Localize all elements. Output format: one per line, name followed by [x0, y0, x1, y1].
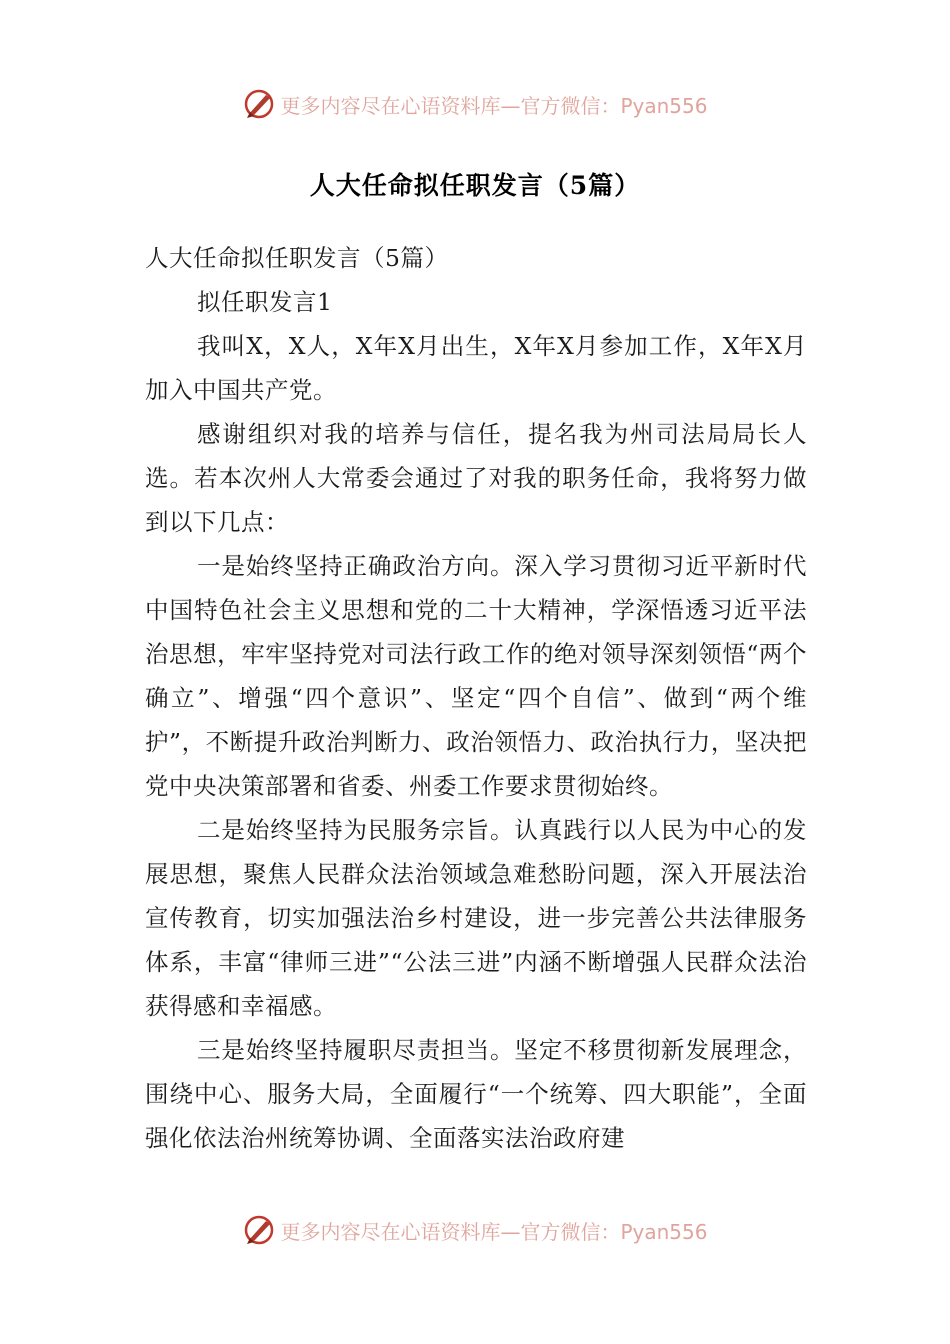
watermark-banner-bottom — [0, 1210, 950, 1250]
pen-circle-logo-icon — [242, 87, 276, 121]
body-paragraph: 感谢组织对我的培养与信任，提名我为州司法局局长人选。若本次州人大常委会通过了对我的职务任命，我将努力做到以下几点： — [145, 420, 807, 536]
body-paragraph: 一是始终坚持正确政治方向。深入学习贯彻习近平新时代中国特色社会主义思想和党的二十大精神，学深悟透习近平法治思想，牢牢坚持党对司法行政工作的绝对领导深刻领悟“两个确立”、增强“四个意识”、坚定“四个自信”、做到“两个维护”，不断提升政治判断力、政治领悟力、政治执行力，坚决把党中央决策部署和省委、州委工作要求贯彻始终。 — [145, 552, 807, 800]
body-paragraph: 人大任命拟任职发言（5篇） — [145, 244, 449, 272]
pen-circle-logo-icon — [242, 1213, 276, 1247]
body-paragraph: 二是始终坚持为民服务宗旨。认真践行以人民为中心的发展思想，聚焦人民群众法治领域急难愁盼问题，深入开展法治宣传教育，切实加强法治乡村建设，进一步完善公共法律服务体系，丰富“律师三进”“公法三进”内涵不断增强人民群众法治获得感和幸福感。 — [145, 816, 807, 1020]
document-body — [145, 236, 807, 1160]
body-paragraph: 三是始终坚持履职尽责担当。坚定不移贯彻新发展理念，围绕中心、服务大局，全面履行“一个统筹、四大职能”，全面强化依法治州统筹协调、全面落实法治政府建 — [145, 1036, 807, 1152]
section-heading: 拟任职发言1 — [197, 288, 333, 316]
body-paragraph: 我叫X，X人，X年X月出生，X年X月参加工作，X年X月加入中国共产党。 — [145, 332, 807, 404]
watermark-text: 更多内容尽在心语资料库—官方微信：Pyan556 — [280, 93, 708, 118]
watermark-text: 更多内容尽在心语资料库—官方微信：Pyan556 — [280, 1219, 708, 1244]
document-title: 人大任命拟任职发言（5篇） — [309, 171, 641, 200]
watermark-banner-top — [0, 84, 950, 124]
